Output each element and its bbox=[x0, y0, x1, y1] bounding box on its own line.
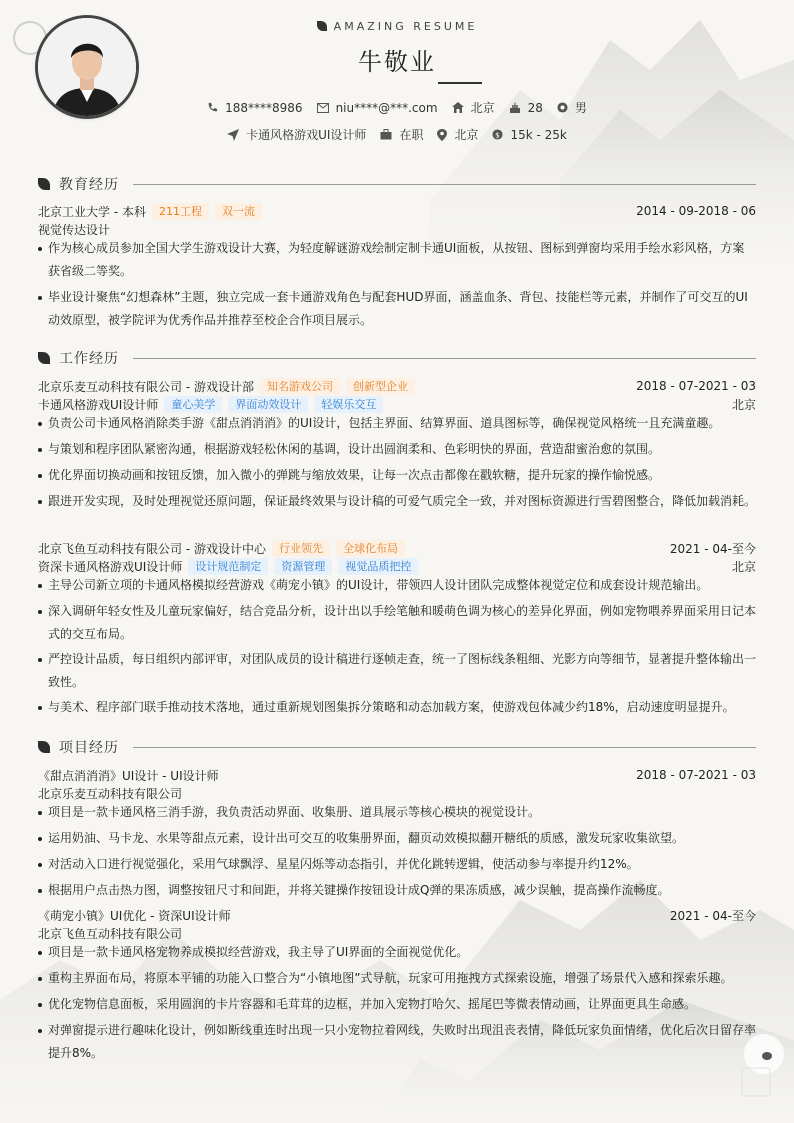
project-bullet: 项目是一款卡通风格三消手游，我负责活动界面、收集册、道具展示等核心模块的视觉设计。 bbox=[38, 801, 756, 824]
email-info bbox=[317, 99, 438, 116]
gender-icon bbox=[557, 102, 568, 113]
project-bullet: 项目是一款卡通风格宠物养成模拟经营游戏，我主导了UI界面的全面视觉优化。 bbox=[38, 941, 756, 964]
job-header bbox=[38, 539, 756, 557]
skill-tag: 视觉品质把控 bbox=[338, 558, 418, 575]
job-position-row bbox=[38, 557, 756, 575]
intent-city-info bbox=[437, 126, 478, 143]
job-city: 北京 bbox=[731, 397, 756, 412]
age-text: 28 bbox=[527, 100, 543, 115]
skill-tag: 设计规范制定 bbox=[188, 558, 268, 575]
company-tag: 全球化布局 bbox=[336, 540, 405, 557]
city-info bbox=[452, 99, 495, 116]
job-bullet: 与策划和程序团队紧密沟通，根据游戏轻松休闲的基调，设计出圆润柔和、色彩明快的界面，营造甜蜜治愈的氛围。 bbox=[38, 438, 756, 461]
status-text: 在职 bbox=[399, 128, 424, 142]
gender-info bbox=[557, 99, 587, 116]
location-icon bbox=[437, 129, 447, 141]
job-date: 2021 - 04-至今 bbox=[669, 541, 756, 556]
intent-position-info bbox=[227, 126, 366, 143]
project-company: 北京飞鱼互动科技有限公司 bbox=[38, 926, 183, 941]
job-position: 资深卡通风格游戏UI设计师 bbox=[38, 559, 183, 574]
status-info bbox=[380, 126, 423, 143]
send-icon bbox=[227, 129, 239, 141]
section-divider bbox=[133, 184, 756, 185]
intent-position-text: 卡通风格游戏UI设计师 bbox=[246, 128, 367, 142]
skill-tag: 轻娱乐交互 bbox=[314, 396, 383, 413]
project-bullet: 优化宠物信息面板，采用圆润的卡片容器和毛茸茸的边框，并加入宠物打哈欠、摇尾巴等微表情动画，让界面更具生命感。 bbox=[38, 993, 756, 1016]
salary-info bbox=[492, 126, 566, 143]
mail-icon bbox=[317, 103, 329, 113]
city-text: 北京 bbox=[470, 101, 495, 115]
salary-text: 15k - 25k bbox=[510, 127, 567, 142]
job-bullet: 跟进开发实现，及时处理视觉还原问题，保证最终效果与设计稿的可爱气质完全一致，并对图标资源进行雪碧图整合，降低加载消耗。 bbox=[38, 490, 756, 513]
brand-header bbox=[0, 20, 794, 33]
job-bullet: 优化界面切换动画和按钮反馈，加入微小的弹跳与缩放效果，让每一次点击都像在戳软糖，提升玩家的操作愉悦感。 bbox=[38, 464, 756, 487]
project-name: 《萌宠小镇》UI优化 - 资深UI设计师 bbox=[38, 908, 231, 923]
education-bullet: 毕业设计聚焦“幻想森林”主题，独立完成一套卡通游戏角色与配套HUD界面，涵盖血条、背包、技能栏等元素，并制作了可交互的UI动效原型，被学院评为优秀作品并推荐至校企合作项目展示。 bbox=[38, 286, 756, 332]
section-label: 项目经历 bbox=[59, 740, 119, 756]
education-major-row bbox=[38, 220, 756, 238]
job-intent-row bbox=[0, 126, 794, 143]
school-tag: 双一流 bbox=[215, 203, 262, 220]
cake-icon bbox=[509, 102, 521, 114]
briefcase-icon bbox=[380, 129, 392, 140]
job-bullet: 与美术、程序部门联手推动技术落地，通过重新规划图集拆分策略和动态加载方案，使游戏包体减少约18%，启动速度明显提升。 bbox=[38, 696, 756, 719]
company-tag: 行业领先 bbox=[272, 540, 330, 557]
job-city: 北京 bbox=[731, 559, 756, 574]
section-divider bbox=[133, 358, 756, 359]
skill-tag: 资源管理 bbox=[274, 558, 332, 575]
phone-icon bbox=[207, 102, 218, 113]
leaf-icon bbox=[38, 352, 50, 364]
job-position: 卡通风格游戏UI设计师 bbox=[38, 397, 159, 412]
education-header bbox=[38, 202, 756, 220]
job-date: 2018 - 07-2021 - 03 bbox=[636, 379, 756, 393]
project-bullet: 对弹窗提示进行趣味化设计，例如断线重连时出现一只小宠物拉着网线，失败时出现沮丧表情，降低玩家负面情绪，优化后次日留存率提升8%。 bbox=[38, 1019, 756, 1065]
project-date: 2018 - 07-2021 - 03 bbox=[636, 768, 756, 782]
leaf-icon bbox=[38, 178, 50, 190]
brand-text: AMAZING RESUME bbox=[333, 20, 478, 33]
gender-text: 男 bbox=[574, 101, 587, 115]
job-position-row bbox=[38, 395, 756, 413]
project-company: 北京乐麦互动科技有限公司 bbox=[38, 786, 183, 801]
project-bullet: 根据用户点击热力图，调整按钮尺寸和间距，并将关键操作按钮设计成Q弹的果冻质感，减少误触，提高操作流畅度。 bbox=[38, 879, 756, 902]
project-header bbox=[38, 906, 756, 924]
project-date: 2021 - 04-至今 bbox=[669, 908, 756, 923]
job-bullet: 严控设计品质，每日组织内部评审，对团队成员的设计稿进行逐帧走查，统一了图标线条粗细、光影方向等细节，显著提升整体输出一致性。 bbox=[38, 648, 756, 694]
job-bullet: 深入调研年轻女性及儿童玩家偏好，结合竞品分析，设计出以手绘笔触和暖萌色调为核心的差异化界面，例如宠物喂养界面采用日记本式的交互布局。 bbox=[38, 600, 756, 646]
school-tag: 211工程 bbox=[152, 203, 209, 220]
phone-text: 188****8986 bbox=[225, 100, 303, 115]
section-divider bbox=[133, 747, 756, 748]
project-bullet: 对活动入口进行视觉强化，采用气球飘浮、星星闪烁等动态指引，并优化跳转逻辑，使活动参与率提升约12%。 bbox=[38, 853, 756, 876]
name-divider bbox=[438, 82, 482, 84]
project-header bbox=[38, 766, 756, 784]
project-section-title bbox=[38, 737, 756, 757]
leaf-icon bbox=[317, 21, 327, 31]
job-bullet: 主导公司新立项的卡通风格模拟经营游戏《萌宠小镇》的UI设计，带领四人设计团队完成整体视觉定位和成套设计规范输出。 bbox=[38, 574, 756, 597]
home-icon bbox=[452, 102, 464, 113]
phone-info bbox=[207, 99, 302, 116]
project-name: 《甜点消消消》UI设计 - UI设计师 bbox=[38, 768, 219, 783]
project-bullet: 重构主界面布局，将原本平铺的功能入口整合为“小镇地图”式导航，玩家可用拖拽方式探索设施，增强了场景代入感和探索乐趣。 bbox=[38, 967, 756, 990]
money-icon bbox=[492, 129, 503, 140]
company-tag: 创新型企业 bbox=[346, 378, 415, 395]
email-text: niu****@***.com bbox=[335, 100, 438, 115]
leaf-icon bbox=[38, 741, 50, 753]
company-name: 北京乐麦互动科技有限公司 - 游戏设计部 bbox=[38, 379, 254, 394]
svg-text:$: $ bbox=[495, 130, 501, 140]
contact-info-row bbox=[0, 99, 794, 116]
job-bullet: 负责公司卡通风格消除类手游《甜点消消消》的UI设计，包括主界面、结算界面、道具图标等，确保视觉风格统一且充满童趣。 bbox=[38, 412, 756, 435]
education-bullet: 作为核心成员参加全国大学生游戏设计大赛，为轻度解谜游戏绘制定制卡通UI面板，从按钮、图标到弹窗均采用手绘水彩风格，方案获省级二等奖。 bbox=[38, 237, 756, 283]
education-section-title bbox=[38, 174, 756, 194]
intent-city-text: 北京 bbox=[454, 128, 479, 142]
company-tag: 知名游戏公司 bbox=[260, 378, 340, 395]
project-company-row bbox=[38, 784, 756, 802]
project-bullet: 运用奶油、马卡龙、水果等甜点元素，设计出可交互的收集册界面，翻页动效模拟翻开糖纸的质感，激发玩家收集欲望。 bbox=[38, 827, 756, 850]
work-section-title bbox=[38, 348, 756, 368]
job-header bbox=[38, 377, 756, 395]
education-date: 2014 - 09-2018 - 06 bbox=[636, 204, 756, 218]
skill-tag: 界面动效设计 bbox=[228, 396, 308, 413]
section-label: 工作经历 bbox=[59, 351, 119, 367]
section-label: 教育经历 bbox=[59, 177, 119, 193]
major: 视觉传达设计 bbox=[38, 222, 111, 237]
candidate-name: 牛敬业 bbox=[358, 48, 436, 76]
skill-tag: 童心美学 bbox=[164, 396, 222, 413]
project-company-row bbox=[38, 924, 756, 942]
age-info bbox=[509, 99, 543, 116]
school-name: 北京工业大学 - 本科 bbox=[38, 204, 146, 219]
company-name: 北京飞鱼互动科技有限公司 - 游戏设计中心 bbox=[38, 541, 266, 556]
